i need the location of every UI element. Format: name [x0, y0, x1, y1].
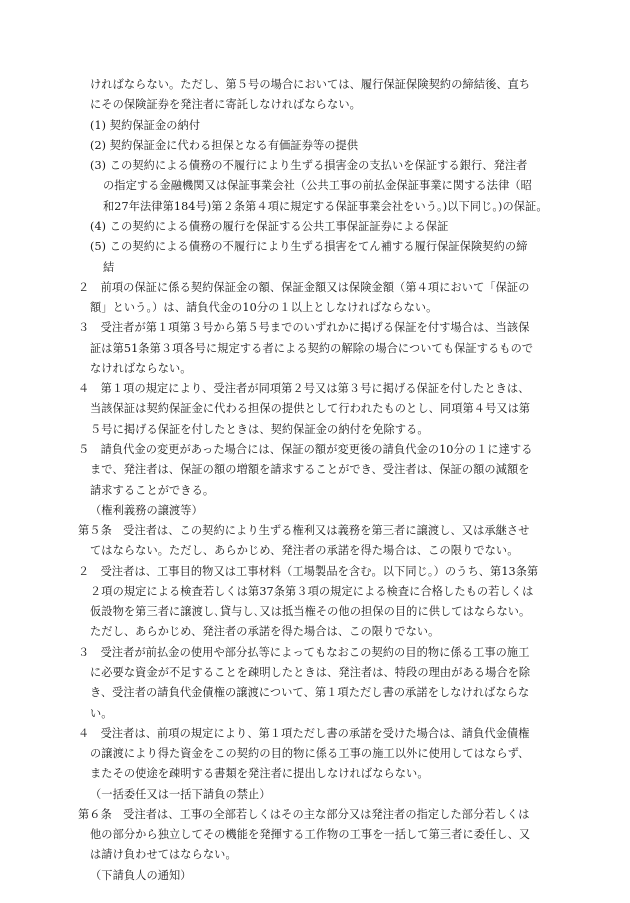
paragraph-line: ３ 受注者が第１項第３号から第５号までのいずれかに掲げる保証を付す場合は、当該保	[78, 321, 530, 335]
paragraph-line: ２ 受注者は、工事目的物又は工事材料（工場製品を含む。以下同じ。）のうち、第13条第	[78, 564, 539, 578]
paragraph-line: まで、発注者は、保証の額の増額を請求することができ、受注者は、保証の額の減額を	[90, 463, 530, 477]
paragraph-line: い。	[90, 706, 113, 720]
list-item: (1) 契約保証金の納付	[90, 118, 201, 132]
section-heading: （権利義務の譲渡等）	[90, 503, 203, 517]
paragraph-line: 当該保証は契約保証金に代わる担保の提供として行われたものとし、同項第４号又は第	[90, 402, 531, 416]
article-line: 第６条 受注者は、工事の全部若しくはその主な部分又は発注者の指定した部分若しくは	[78, 807, 530, 821]
list-item: (3) この契約による債務の不履行により生ずる損害金の支払いを保証する銀行、発注者	[90, 159, 528, 173]
paragraph-line: ４ 第１項の規定により、受注者が同項第２号又は第３号に掲げる保証を付したときは、	[78, 382, 530, 396]
section-heading: （一括委任又は一括下請負の禁止）	[90, 787, 271, 801]
list-item-continuation: 和27年法律第184号)第２条第４項に規定する保証事業会社をいう。)以下同じ。)の保証。	[103, 199, 548, 213]
article-line: は請け負わせてはならない。	[90, 848, 237, 862]
list-item: (4) この契約による債務の履行を保証する公共工事保証証券による保証	[90, 219, 449, 233]
paragraph-line: に必要な資金が不足することを疎明したときは、発注者は、特段の理由がある場合を除	[90, 666, 531, 679]
paragraph-line: 額」という。）は、請負代金の10分の１以上としなければならない。	[90, 301, 438, 314]
list-item-continuation: の指定する金融機関又は保証事業会社（公共工事の前払金保証事業に関する法律（昭	[103, 179, 532, 193]
paragraph-line: 請求することができる。	[90, 483, 215, 497]
paragraph-line: ２ 前項の保証に係る契約保証金の額、保証金額又は保険金額（第４項において「保証の	[78, 280, 530, 294]
paragraph-line: 証は第51条第３項各号に規定する者による契約の解除の場合についても保証するもので	[90, 341, 534, 355]
paragraph-line: ２項の規定による検査若しくは第37条第３項の規定による検査に合格したもの若しくは	[90, 584, 534, 598]
article-line: 他の部分から独立してその機能を発揮する工作物の工事を一括して第三者に委任し、又	[90, 828, 531, 842]
paragraph-line: ５号に掲げる保証を付したときは、契約保証金の納付を免除する。	[90, 422, 429, 436]
paragraph-line: き、受注者の請負代金債権の譲渡について、第１項ただし書の承諾をしなければならな	[90, 686, 530, 700]
text-line: にその保険証券を発注者に寄託しなければならない。	[90, 98, 361, 112]
paragraph-line: ただし、あらかじめ、発注者の承諾を得た場合は、この限りでない。	[90, 625, 440, 639]
text-line: ければならない。ただし、第５号の場合においては、履行保証保険契約の締結後、直ち	[90, 78, 531, 91]
paragraph-line: ３ 受注者が前払金の使用や部分払等によってもなおこの契約の目的物に係る工事の施工	[78, 645, 530, 659]
paragraph-line: ５ 請負代金の変更があった場合には、保証の額が変更後の請負代金の10分の１に達する	[78, 442, 533, 456]
article-line: 第５条 受注者は、この契約により生ずる権利又は義務を第三者に譲渡し、又は承継させ	[78, 524, 530, 537]
list-item: (5) この契約による債務の不履行により生ずる損害をてん補する履行保証保険契約の締	[90, 240, 528, 254]
article-line: てはならない。ただし、あらかじめ、発注者の承諾を得た場合は、この限りでない。	[90, 544, 519, 558]
paragraph-line: なければならない。	[90, 361, 192, 375]
paragraph-line: ４ 受注者は、前項の規定により、第１項ただし書の承諾を受けた場合は、請負代金債権	[78, 726, 530, 740]
paragraph-line: 仮設物を第三者に譲渡し､貸与し､又は抵当権その他の担保の目的に供してはならない。	[90, 605, 531, 619]
section-heading: （下請負人の通知）	[90, 868, 192, 882]
list-item-continuation: 結	[103, 260, 115, 274]
paragraph-line: の譲渡により得た資金をこの契約の目的物に係る工事の施工以外に使用してはならず、	[90, 747, 530, 761]
paragraph-line: またその使途を疎明する書類を発注者に提出しなければならない。	[90, 767, 429, 781]
list-item: (2) 契約保証金に代わる担保となる有価証券等の提供	[90, 138, 359, 152]
